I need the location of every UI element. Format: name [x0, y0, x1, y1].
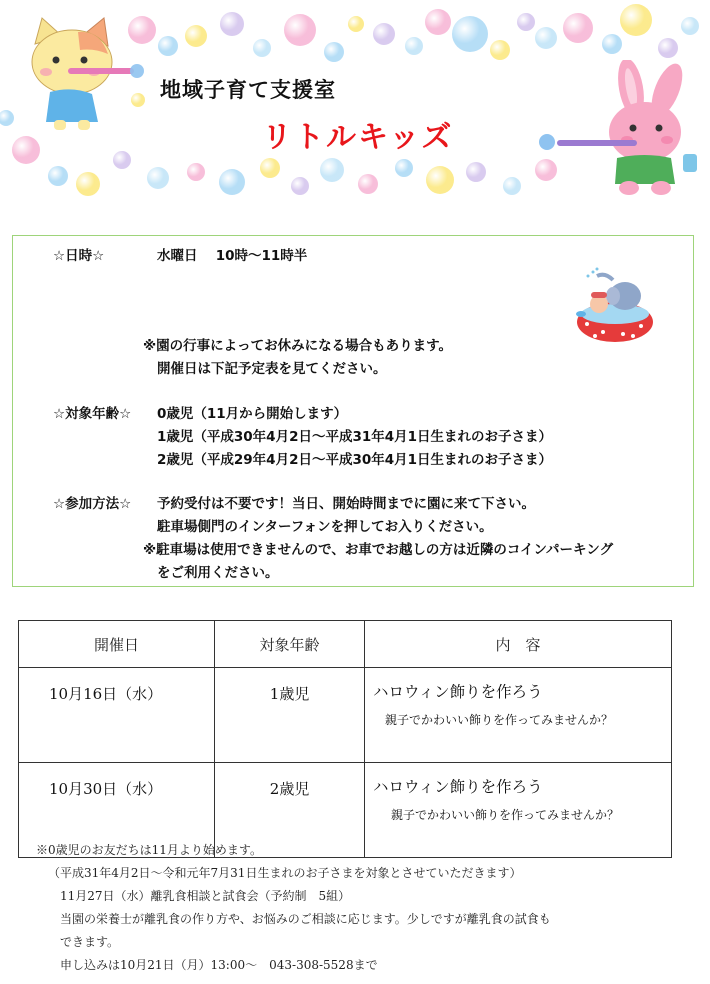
bubble	[158, 36, 178, 56]
row-content	[365, 668, 672, 763]
bubble	[405, 37, 423, 55]
row-desc: 親子でかわいい飾りを作ってみませんか？	[385, 713, 614, 727]
bubble	[348, 16, 364, 32]
bubble	[187, 163, 205, 181]
row-title: ハロウィン飾りを作ろう	[373, 683, 543, 701]
row-title: ハロウィン飾りを作ろう	[373, 778, 543, 796]
bubble	[147, 167, 169, 189]
header-banner	[0, 0, 710, 215]
table-row	[19, 668, 672, 763]
row-date: 10月30日（水）	[19, 763, 215, 858]
info-box	[12, 235, 694, 587]
holiday-note-1: ※園の行事によってお休みになる場合もあります。	[143, 338, 453, 354]
bubble	[324, 42, 344, 62]
parking-1: ※駐車場は使用できませんので、お車でお越しの方は近隣のコインパーキング	[143, 542, 614, 558]
method-label: ☆参加方法☆	[53, 496, 132, 512]
page-subtitle: リトルキッズ	[262, 120, 454, 155]
row-age: 1歳児	[215, 668, 365, 763]
note-6: 申し込みは10月21日（月）13:00～ 043-308-5528まで	[60, 958, 378, 972]
row-content	[365, 763, 672, 858]
bubble	[681, 17, 699, 35]
bubble	[219, 169, 245, 195]
bubble	[620, 4, 652, 36]
bubble	[12, 136, 40, 164]
note-4: 当園の栄養士が離乳食の作り方や、お悩みのご相談に応じます。少しですが離乳食の試食も	[60, 912, 551, 926]
header-date: 開催日	[19, 621, 215, 668]
bubble	[490, 40, 510, 60]
bubble	[113, 151, 131, 169]
bubble	[563, 13, 593, 43]
bubble	[466, 162, 486, 182]
bubble	[260, 158, 280, 178]
bubble	[426, 166, 454, 194]
holiday-note-2: 開催日は下記予定表を見てください。	[157, 361, 387, 377]
bubble	[253, 39, 271, 57]
bubble	[658, 38, 678, 58]
bubble	[535, 27, 557, 49]
header-age: 対象年齢	[215, 621, 365, 668]
row-date: 10月16日（水）	[19, 668, 215, 763]
cat-bubble-icon	[20, 14, 150, 134]
header-content: 内 容	[365, 621, 672, 668]
bubble	[373, 23, 395, 45]
schedule-table	[18, 620, 672, 858]
bubble	[185, 25, 207, 47]
datetime-label: ☆日時☆	[53, 248, 105, 264]
bubble	[48, 166, 68, 186]
age-2: 2歳児（平成29年4月2日～平成30年4月1日生まれのお子さま）	[157, 452, 553, 468]
bubble	[602, 34, 622, 54]
datetime-value: 水曜日 10時～11時半	[157, 248, 308, 264]
note-2: （平成31年4月2日～令和元年7月31日生まれのお子さまを対象とさせていただきます）	[48, 866, 522, 880]
age-1: 1歳児（平成30年4月2日～平成31年4月1日生まれのお子さま）	[157, 429, 553, 445]
note-5: できます。	[60, 935, 120, 949]
rabbit-bubble-icon	[535, 60, 700, 200]
bubble	[517, 13, 535, 31]
page-title: 地域子育て支援室	[160, 78, 336, 102]
row-age: 2歳児	[215, 763, 365, 858]
bubble	[284, 14, 316, 46]
bubble	[358, 174, 378, 194]
bubble	[291, 177, 309, 195]
bubble	[425, 9, 451, 35]
table-header-row	[19, 621, 672, 668]
note-3: 11月27日（水）離乳食相談と試食会（予約制 5組）	[60, 889, 351, 903]
bubble	[76, 172, 100, 196]
note-1: ※0歳児のお友だちは11月より始めます。	[36, 843, 262, 857]
bubble	[503, 177, 521, 195]
age-0: 0歳児（11月から開始します）	[157, 406, 348, 422]
bubble	[0, 110, 14, 126]
bubble	[395, 159, 413, 177]
parking-2: をご利用ください。	[157, 565, 279, 581]
row-desc: 親子でかわいい飾りを作ってみませんか？	[391, 808, 620, 822]
elephant-bath-icon	[573, 266, 657, 346]
bubble	[320, 158, 344, 182]
age-label: ☆対象年齢☆	[53, 406, 132, 422]
bubble	[452, 16, 488, 52]
bubble	[220, 12, 244, 36]
method-1: 予約受付は不要です！当日、開始時間までに園に来て下さい。	[157, 496, 535, 512]
method-2: 駐車場側門のインターフォンを押してお入りください。	[157, 519, 493, 535]
